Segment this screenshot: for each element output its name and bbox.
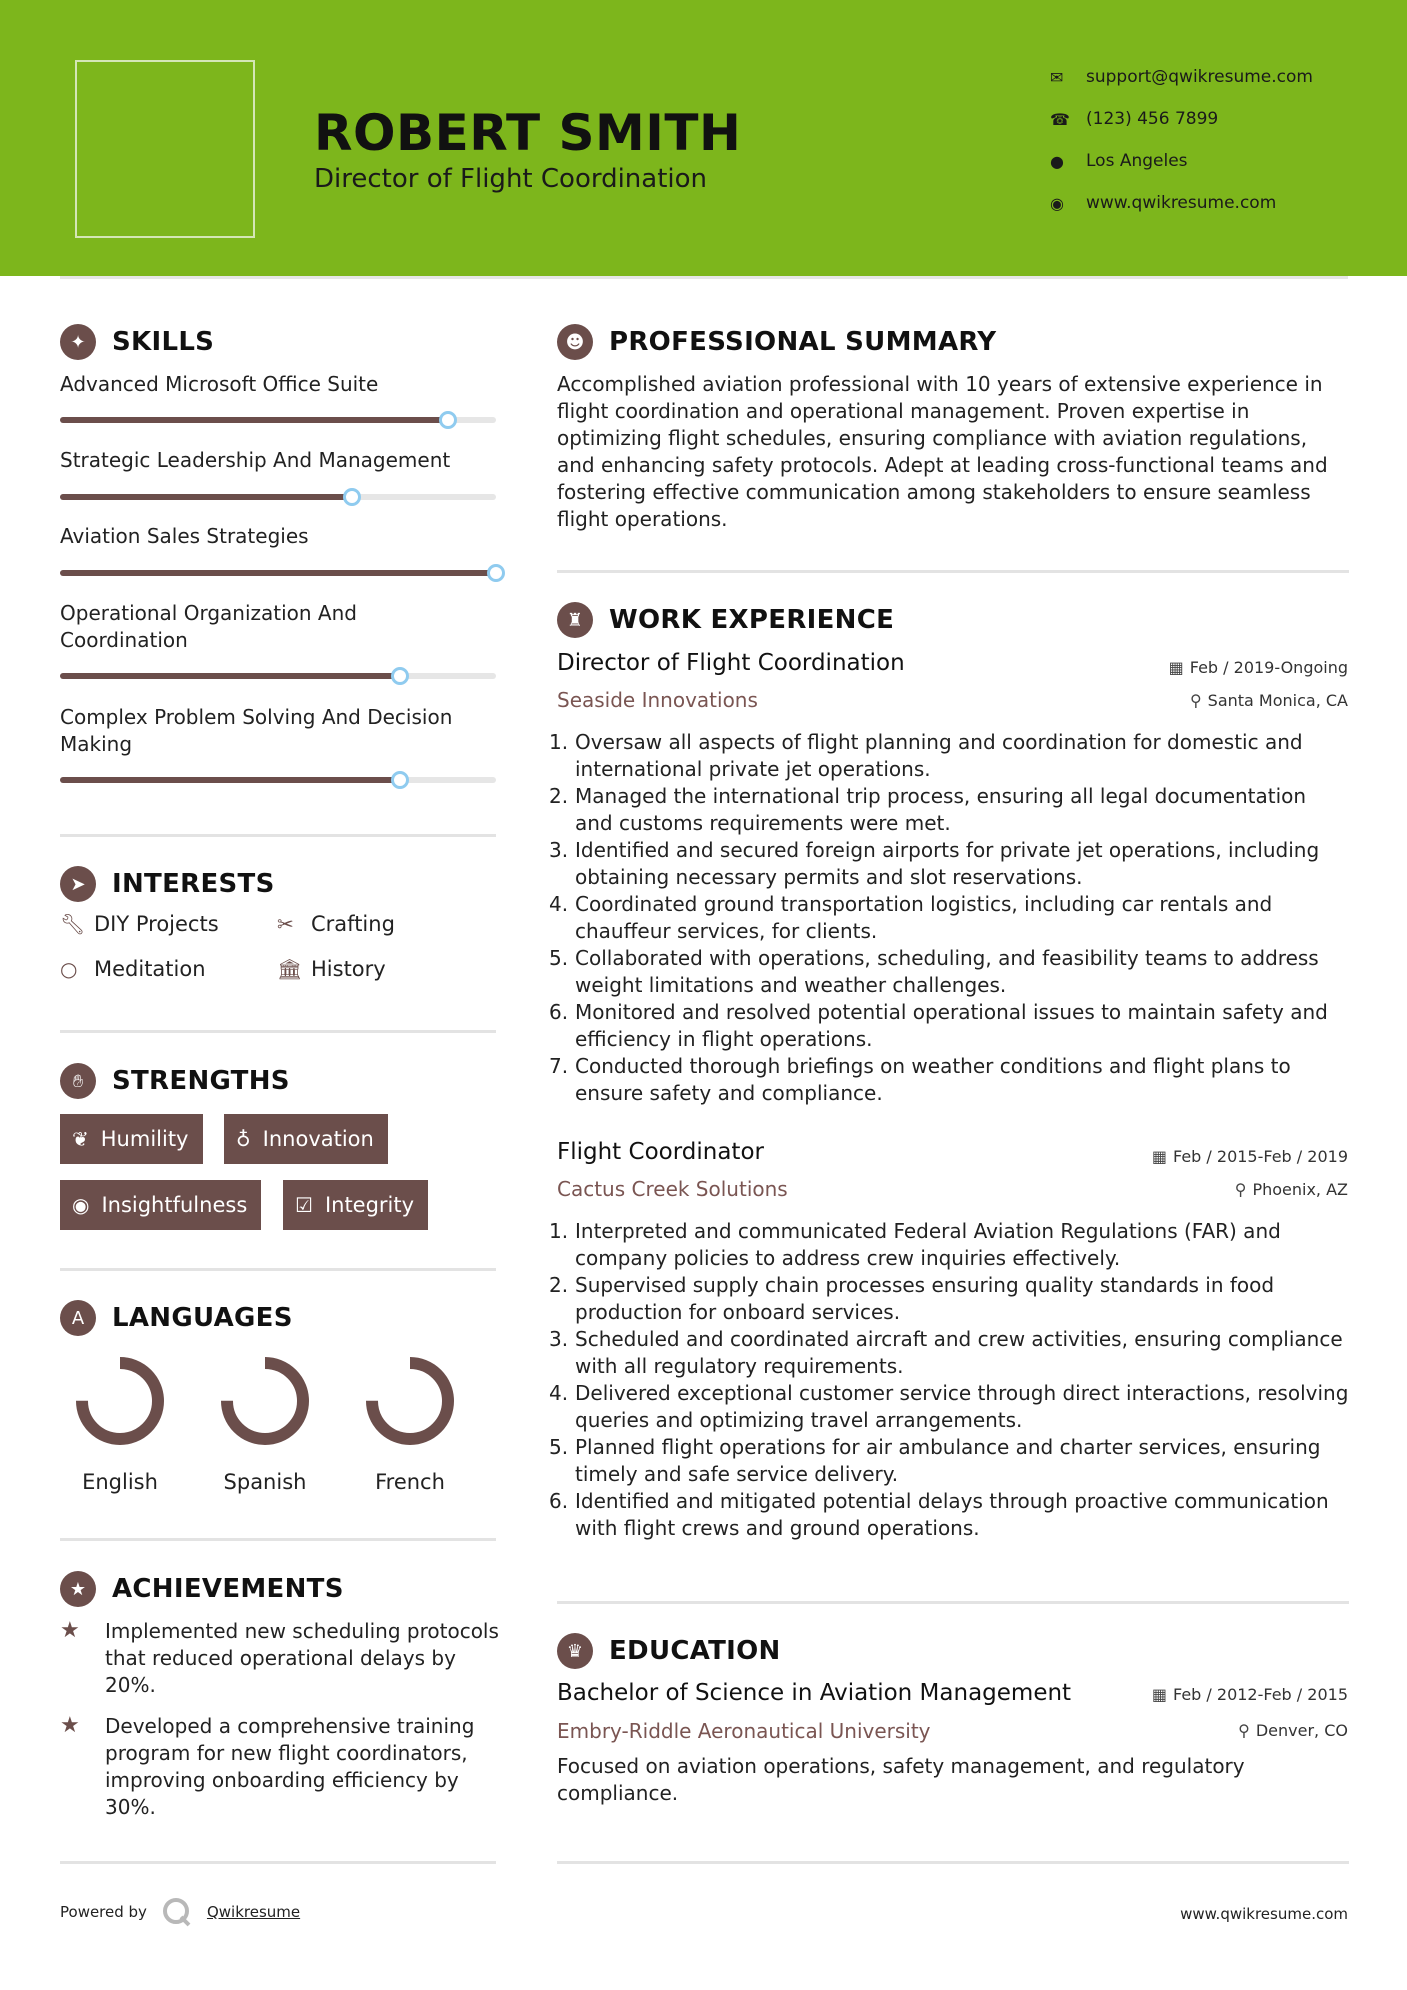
job-bullet: 4. Delivered exceptional customer service through direct interactions, resolving queries and optimizing travel arrangements.	[549, 1381, 1349, 1432]
skill-bar-fill	[60, 673, 400, 679]
footer-powered-by	[60, 1896, 300, 1928]
skill-name: Aviation Sales Strategies	[60, 524, 309, 548]
skill-bar	[60, 494, 496, 500]
scissors-icon: ✂	[277, 912, 294, 936]
contact-website-text: www.qwikresume.com	[1086, 193, 1277, 213]
job-location	[1235, 1180, 1348, 1199]
contact-location	[1050, 140, 1313, 182]
contact-website[interactable]	[1050, 182, 1313, 224]
job-company: Cactus Creek Solutions	[557, 1177, 788, 1201]
wrench-icon: 🔧︎	[60, 912, 86, 936]
job-bullet: 6. Monitored and resolved potential operational issues to maintain safety and efficiency in flight operations.	[549, 1000, 1328, 1051]
strength-badge	[60, 1180, 261, 1230]
job-bullet: 1. Interpreted and communicated Federal Aviation Regulations (FAR) and company policies to address crew inquiries effectively.	[549, 1219, 1281, 1270]
calendar-icon: ▦	[1151, 1147, 1167, 1166]
contact-email-text: support@qwikresume.com	[1086, 67, 1313, 87]
star-icon: ★	[60, 1571, 96, 1607]
eye-icon: ◉	[72, 1193, 90, 1217]
job-location-text: Phoenix, AZ	[1252, 1180, 1348, 1199]
education-title: EDUCATION	[609, 1636, 781, 1666]
section-divider	[60, 1538, 496, 1541]
language-item	[205, 1354, 325, 1494]
achievements-heading	[60, 1571, 344, 1607]
strengths-title: STRENGTHS	[112, 1066, 290, 1096]
skill-bar-fill	[60, 570, 496, 576]
job-date	[1152, 1147, 1348, 1166]
achievement-item	[60, 1713, 500, 1821]
envelope-icon: ✉	[1050, 67, 1064, 87]
contact-phone[interactable]	[1050, 98, 1313, 140]
strength-badge	[60, 1114, 203, 1164]
achievements-title: ACHIEVEMENTS	[112, 1574, 344, 1604]
graduation-cap-icon: ♛	[557, 1633, 593, 1669]
summary-heading	[557, 324, 996, 360]
job-bullets	[549, 729, 1349, 1107]
profile-photo-placeholder	[75, 60, 255, 238]
skill-name: Advanced Microsoft Office Suite	[60, 372, 379, 396]
strengths-heading	[60, 1063, 290, 1099]
strength-label: Innovation	[262, 1127, 374, 1151]
job-bullet: 2. Supervised supply chain processes ensuring quality standards in food production for onboard services.	[549, 1273, 1275, 1324]
section-divider	[60, 834, 496, 837]
section-divider	[557, 570, 1349, 573]
interest-item	[60, 912, 219, 936]
phone-icon: ☎	[1050, 109, 1070, 129]
education-school: Embry-Riddle Aeronautical University	[557, 1719, 931, 1743]
achievement-item	[60, 1618, 500, 1699]
section-divider	[60, 1268, 496, 1271]
achievement-text: Implemented new scheduling protocols that reduced operational delays by 20%.	[105, 1619, 499, 1697]
job-bullet: 5. Collaborated with operations, scheduling, and feasibility teams to address weight limitations and weather challenges.	[549, 946, 1319, 997]
chair-icon: ♜	[557, 602, 593, 638]
calendar-icon: ▦	[1168, 658, 1184, 677]
skill-name: Complex Problem Solving And Decision Making	[60, 705, 453, 756]
interest-label: Crafting	[311, 912, 395, 936]
job-bullet: 3. Identified and secured foreign airports for private jet operations, including obtaining necessary permits and slot reservations.	[549, 838, 1320, 889]
checkbox-icon: ☑	[295, 1193, 313, 1217]
job-bullet: 2. Managed the international trip process, ensuring all legal documentation and customs requirements were met.	[549, 784, 1307, 835]
job-bullet: 5. Planned flight operations for air ambulance and charter services, ensuring timely and safe service delivery.	[549, 1435, 1321, 1486]
job-title: Flight Coordinator	[557, 1139, 764, 1165]
contact-phone-text: (123) 456 7899	[1086, 109, 1219, 129]
experience-title: WORK EXPERIENCE	[609, 605, 895, 635]
section-divider	[557, 1601, 1349, 1604]
language-icon: A	[60, 1300, 96, 1336]
candidate-name: ROBERT SMITH	[314, 104, 742, 162]
job-title: Director of Flight Coordination	[557, 650, 905, 676]
museum-icon: 🏛︎	[277, 957, 303, 981]
strength-badge	[224, 1114, 388, 1164]
job-date-text: Feb / 2019-Ongoing	[1189, 658, 1348, 677]
education-heading	[557, 1633, 781, 1669]
skill-bar	[60, 673, 496, 679]
language-item	[60, 1354, 180, 1494]
candidate-title: Director of Flight Coordination	[314, 164, 708, 194]
interest-item	[60, 957, 206, 981]
skill-bar-knob	[343, 488, 361, 506]
strength-label: Integrity	[324, 1193, 415, 1217]
star-icon: ★	[60, 1713, 80, 1738]
job-bullet: 7. Conducted thorough briefings on weather conditions and flight plans to ensure safety and compliance.	[549, 1054, 1291, 1105]
job-location-text: Santa Monica, CA	[1207, 691, 1348, 710]
interests-heading	[60, 866, 275, 902]
section-divider	[60, 1030, 496, 1033]
interest-item	[277, 957, 386, 981]
skill-bar	[60, 417, 496, 423]
job-bullet: 1. Oversaw all aspects of flight planning and coordination for domestic and international private jet operations.	[549, 730, 1303, 781]
powered-by-label: Powered by	[60, 1903, 147, 1921]
skill-bar-knob	[487, 564, 505, 582]
globe-icon: ◉	[1050, 193, 1064, 213]
education-date	[1152, 1685, 1348, 1704]
qwikresume-logo-icon	[161, 1896, 193, 1928]
skills-heading	[60, 324, 214, 360]
leaf-icon: ❦	[72, 1127, 89, 1151]
job-bullets	[549, 1218, 1349, 1542]
pin-icon: ⚲	[1189, 691, 1202, 710]
languages-heading	[60, 1300, 293, 1336]
summary-title: PROFESSIONAL SUMMARY	[609, 327, 997, 357]
interests-title: INTERESTS	[112, 869, 275, 899]
skills-title: SKILLS	[112, 327, 215, 357]
job-bullet: 4. Coordinated ground transportation logistics, including car rentals and chauffeur services, for clients.	[549, 892, 1273, 943]
qwikresume-link[interactable]: Qwikresume	[206, 1903, 301, 1921]
language-label: English	[82, 1470, 158, 1494]
contact-list	[1050, 56, 1313, 224]
language-label: French	[375, 1470, 445, 1494]
user-icon: ☻	[557, 324, 593, 360]
job-bullet: 6. Identified and mitigated potential delays through proactive communication with flight crews and ground operations.	[549, 1489, 1329, 1540]
education-date-text: Feb / 2012-Feb / 2015	[1173, 1685, 1348, 1704]
circle-icon: ○	[60, 957, 78, 981]
section-divider	[557, 1861, 1349, 1864]
job-company: Seaside Innovations	[557, 688, 758, 712]
star-icon: ★	[60, 1618, 80, 1643]
lightbulb-icon: ✦	[60, 324, 96, 360]
skill-name: Operational Organization And Coordination	[60, 601, 357, 652]
education-degree: Bachelor of Science in Aviation Management	[557, 1680, 1072, 1706]
contact-location-text: Los Angeles	[1086, 151, 1188, 171]
skill-name: Strategic Leadership And Management	[60, 448, 451, 472]
education-location	[1238, 1721, 1348, 1740]
strength-badge	[283, 1180, 428, 1230]
pin-icon: ⚲	[1238, 1721, 1250, 1740]
skill-bar	[60, 570, 496, 576]
experience-heading	[557, 602, 894, 638]
lightbulb-icon: ♁	[236, 1127, 251, 1151]
calendar-icon: ▦	[1151, 1685, 1167, 1704]
job-date	[1169, 658, 1348, 677]
strength-label: Insightfulness	[101, 1193, 248, 1217]
education-description: Focused on aviation operations, safety management, and regulatory compliance.	[557, 1754, 1245, 1805]
interest-item	[277, 912, 395, 936]
education-location-text: Denver, CO	[1255, 1721, 1348, 1740]
job-location	[1190, 691, 1348, 710]
skill-bar-fill	[60, 777, 400, 783]
header-divider	[60, 276, 1348, 279]
interest-label: DIY Projects	[94, 912, 219, 936]
skill-bar-knob	[439, 411, 457, 429]
paper-plane-icon: ➤	[60, 866, 96, 902]
skill-bar	[60, 777, 496, 783]
footer-url[interactable]: www.qwikresume.com	[1180, 1905, 1348, 1923]
interest-label: History	[311, 957, 386, 981]
hand-icon: ✋︎	[60, 1063, 96, 1099]
skill-bar-knob	[391, 771, 409, 789]
summary-text: Accomplished aviation professional with 10 years of extensive experience in flight coordination and operational management. Proven expertise in optimizing flight schedules, ensuring compliance with aviation regulations, and enhancing safety protocols. Adept at leading cross-functional teams and fostering effective communication among stakeholders to ensure seamless flight operations.	[557, 372, 1328, 531]
strength-label: Humility	[100, 1127, 189, 1151]
language-label: Spanish	[223, 1470, 307, 1494]
language-item	[350, 1354, 470, 1494]
pin-icon: ⚲	[1234, 1180, 1247, 1199]
skill-bar-knob	[391, 667, 409, 685]
map-pin-icon: ●	[1050, 151, 1064, 171]
interest-label: Meditation	[94, 957, 206, 981]
achievement-text: Developed a comprehensive training program for new flight coordinators, improving onboarding efficiency by 30%.	[105, 1714, 475, 1819]
skill-bar-fill	[60, 494, 352, 500]
language-level-ring	[363, 1354, 457, 1448]
languages-title: LANGUAGES	[112, 1303, 293, 1333]
job-date-text: Feb / 2015-Feb / 2019	[1173, 1147, 1348, 1166]
language-level-ring	[218, 1354, 312, 1448]
language-level-ring	[73, 1354, 167, 1448]
job-bullet: 3. Scheduled and coordinated aircraft and crew activities, ensuring compliance with all regulatory requirements.	[549, 1327, 1343, 1378]
skill-bar-fill	[60, 417, 448, 423]
section-divider	[60, 1861, 496, 1864]
contact-email[interactable]	[1050, 56, 1313, 98]
resume-header	[0, 0, 1407, 276]
